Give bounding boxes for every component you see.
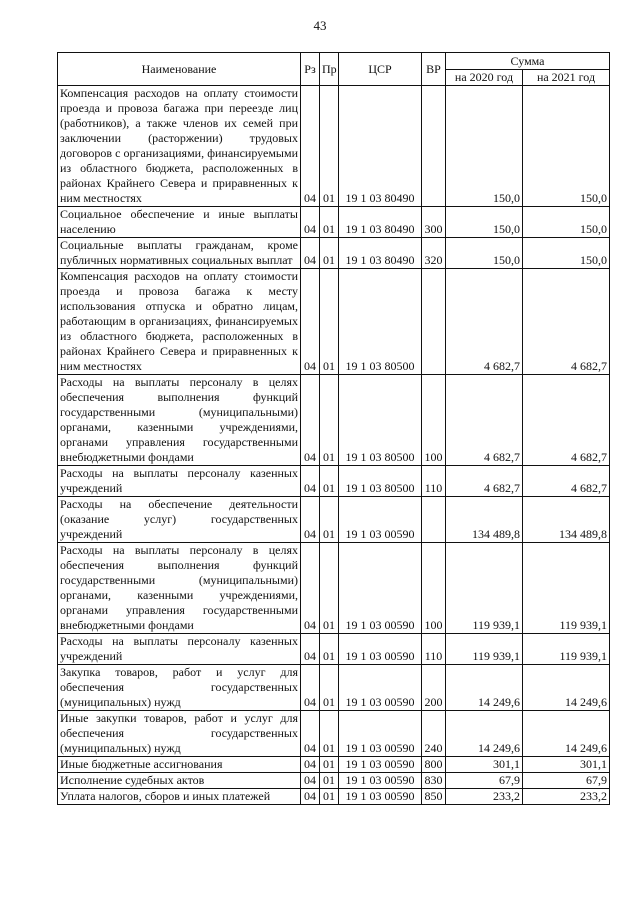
row-name: Компенсация расходов на оплату стоимости проезда и провоза багажа при переезде лиц (работников), а также членов их семей при заключении (расторжении) трудовых договоров с организациями, финансируемыми из областного бюджета, расположенных в районах Крайнего Севера и приравненных к ним местностях [58,86,301,207]
row-vr: 830 [422,773,446,789]
row-sum-2020: 14 249,6 [446,665,523,711]
row-sum-2021: 67,9 [523,773,610,789]
row-pr: 01 [320,466,339,497]
table-row [58,86,610,207]
row-csr: 19 1 03 00590 [339,634,422,665]
row-pr: 01 [320,665,339,711]
row-vr: 300 [422,207,446,238]
row-sum-2020: 233,2 [446,789,523,805]
row-name: Расходы на выплаты персоналу казенных учреждений [58,466,301,497]
row-pr: 01 [320,543,339,634]
row-pr: 01 [320,711,339,757]
row-pr: 01 [320,269,339,375]
header-csr: ЦСР [339,53,422,86]
row-pr: 01 [320,789,339,805]
row-sum-2021: 119 939,1 [523,634,610,665]
row-sum-2020: 150,0 [446,238,523,269]
row-csr: 19 1 03 80490 [339,238,422,269]
row-rz: 04 [301,711,320,757]
header-name: Наименование [58,53,301,86]
row-sum-2021: 4 682,7 [523,466,610,497]
header-vr: ВР [422,53,446,86]
table-row [58,466,610,497]
table-row [58,773,610,789]
row-csr: 19 1 03 80500 [339,466,422,497]
table-row [58,789,610,805]
row-vr [422,269,446,375]
row-pr: 01 [320,757,339,773]
row-pr: 01 [320,497,339,543]
table-row [58,497,610,543]
row-sum-2020: 14 249,6 [446,711,523,757]
header-year-2020: на 2020 год [446,70,523,86]
table-row [58,757,610,773]
row-sum-2021: 14 249,6 [523,665,610,711]
row-sum-2020: 119 939,1 [446,543,523,634]
row-rz: 04 [301,543,320,634]
table-row [58,269,610,375]
table-row [58,238,610,269]
row-pr: 01 [320,375,339,466]
row-name: Расходы на обеспечение деятельности (оказание услуг) государственных учреждений [58,497,301,543]
row-rz: 04 [301,634,320,665]
row-sum-2021: 150,0 [523,86,610,207]
budget-table [57,52,610,805]
row-rz: 04 [301,773,320,789]
row-name: Социальное обеспечение и иные выплаты населению [58,207,301,238]
row-vr: 100 [422,543,446,634]
row-csr: 19 1 03 00590 [339,711,422,757]
row-rz: 04 [301,789,320,805]
row-vr: 200 [422,665,446,711]
row-pr: 01 [320,634,339,665]
row-sum-2020: 134 489,8 [446,497,523,543]
table-header [58,53,610,86]
row-sum-2021: 134 489,8 [523,497,610,543]
table-row [58,375,610,466]
row-sum-2020: 4 682,7 [446,466,523,497]
row-name: Расходы на выплаты персоналу в целях обеспечения выполнения функций государственными (муниципальными) органами, казенными учреждениями, органами управления государственными внебюджетными фондами [58,543,301,634]
row-sum-2020: 4 682,7 [446,269,523,375]
row-rz: 04 [301,86,320,207]
row-sum-2021: 4 682,7 [523,269,610,375]
row-vr [422,497,446,543]
row-csr: 19 1 03 80490 [339,207,422,238]
row-csr: 19 1 03 80500 [339,375,422,466]
row-csr: 19 1 03 80500 [339,269,422,375]
row-csr: 19 1 03 00590 [339,543,422,634]
row-vr: 110 [422,634,446,665]
row-csr: 19 1 03 00590 [339,757,422,773]
row-vr: 320 [422,238,446,269]
row-name: Расходы на выплаты персоналу в целях обеспечения выполнения функций государственными (муниципальными) органами, казенными учреждениями, органами управления государственными внебюджетными фондами [58,375,301,466]
header-rz: Рз [301,53,320,86]
row-vr: 800 [422,757,446,773]
header-year-2021: на 2021 год [523,70,610,86]
row-name: Иные закупки товаров, работ и услуг для обеспечения государственных (муниципальных) нужд [58,711,301,757]
row-rz: 04 [301,207,320,238]
table-row [58,543,610,634]
row-rz: 04 [301,375,320,466]
row-vr: 240 [422,711,446,757]
row-name: Уплата налогов, сборов и иных платежей [58,789,301,805]
row-name: Расходы на выплаты персоналу казенных учреждений [58,634,301,665]
header-sum: Сумма [446,53,610,70]
row-rz: 04 [301,665,320,711]
row-sum-2020: 150,0 [446,86,523,207]
row-csr: 19 1 03 00590 [339,789,422,805]
row-pr: 01 [320,773,339,789]
row-rz: 04 [301,466,320,497]
page-number: 43 [313,18,327,33]
row-pr: 01 [320,238,339,269]
row-pr: 01 [320,207,339,238]
row-sum-2020: 119 939,1 [446,634,523,665]
table-row [58,634,610,665]
row-vr: 110 [422,466,446,497]
row-sum-2020: 150,0 [446,207,523,238]
table-row [58,207,610,238]
row-vr: 850 [422,789,446,805]
table-body [58,86,610,805]
row-sum-2021: 233,2 [523,789,610,805]
row-rz: 04 [301,757,320,773]
row-name: Исполнение судебных актов [58,773,301,789]
row-sum-2021: 14 249,6 [523,711,610,757]
row-sum-2020: 301,1 [446,757,523,773]
row-rz: 04 [301,497,320,543]
row-vr: 100 [422,375,446,466]
row-csr: 19 1 03 00590 [339,773,422,789]
row-sum-2020: 67,9 [446,773,523,789]
table-row [58,711,610,757]
table-row [58,665,610,711]
row-sum-2021: 119 939,1 [523,543,610,634]
row-name: Закупка товаров, работ и услуг для обеспечения государственных (муниципальных) нужд [58,665,301,711]
row-name: Иные бюджетные ассигнования [58,757,301,773]
row-rz: 04 [301,238,320,269]
row-name: Компенсация расходов на оплату стоимости проезда и провоза багажа к месту использования отпуска и обратно лицам, работающим в организациях, финансируемых из областного бюджета, расположенных в районах Крайнего Севера и приравненных к ним местностях [58,269,301,375]
row-csr: 19 1 03 00590 [339,665,422,711]
row-name: Социальные выплаты гражданам, кроме публичных нормативных социальных выплат [58,238,301,269]
row-sum-2020: 4 682,7 [446,375,523,466]
row-vr [422,86,446,207]
row-sum-2021: 301,1 [523,757,610,773]
row-csr: 19 1 03 00590 [339,497,422,543]
header-pr: Пр [320,53,339,86]
row-sum-2021: 150,0 [523,238,610,269]
row-rz: 04 [301,269,320,375]
row-pr: 01 [320,86,339,207]
row-sum-2021: 150,0 [523,207,610,238]
row-csr: 19 1 03 80490 [339,86,422,207]
row-sum-2021: 4 682,7 [523,375,610,466]
